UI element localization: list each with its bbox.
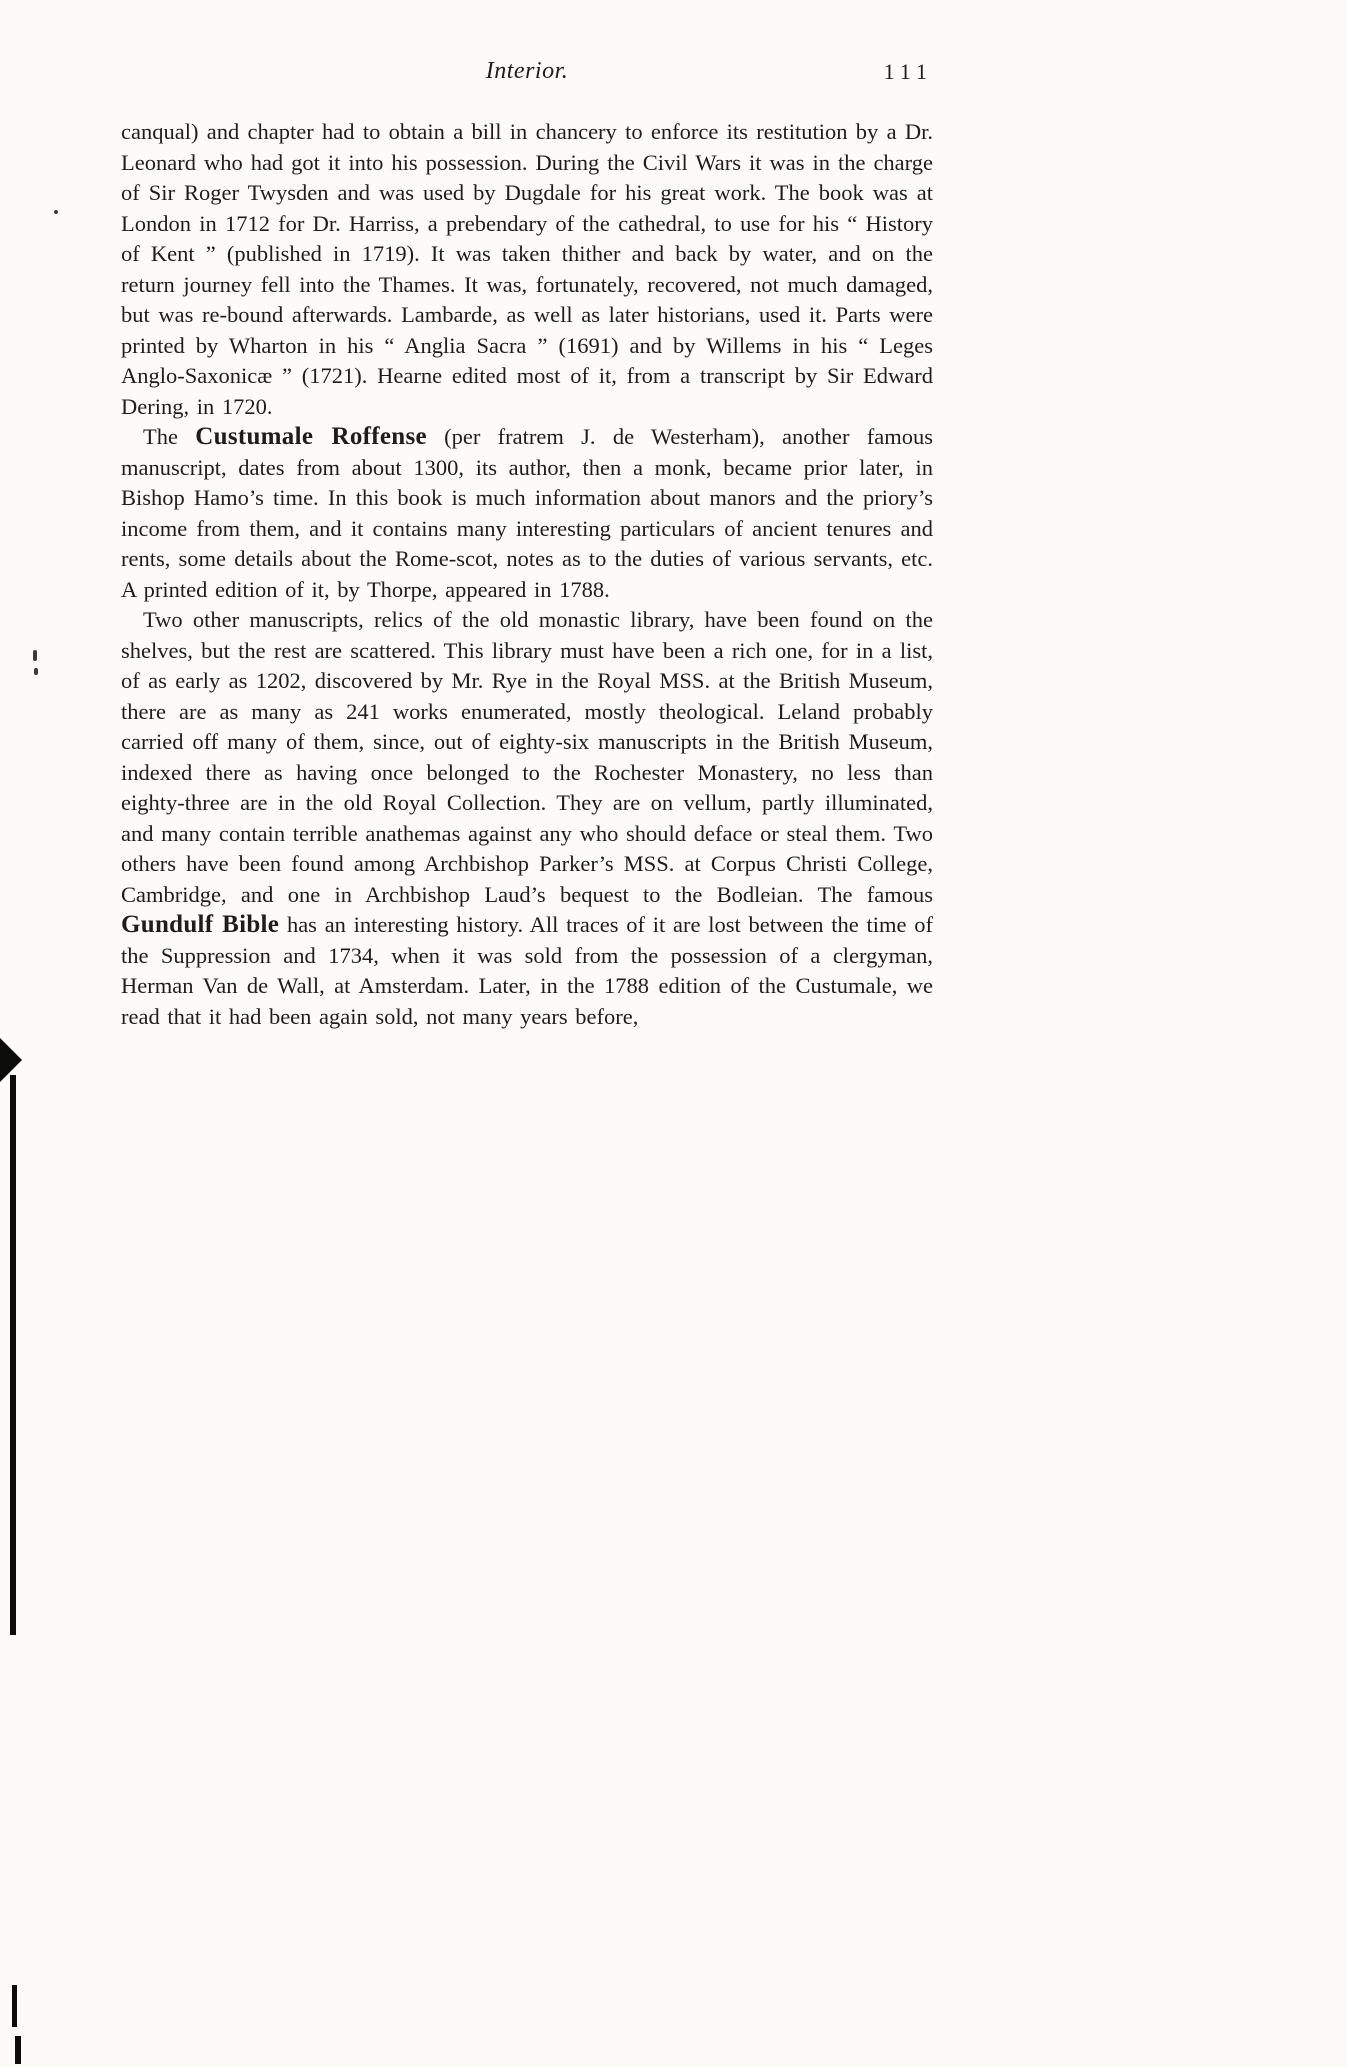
paragraph [121,422,933,605]
bold-term-custumale-roffense: Custumale Roffense [195,423,427,450]
text-segment: has an interesting history. All traces of it are lost between the time of the Suppression and 1734, when it was sold from the possession of a clergyman, Herman Van de Wall, at Amsterdam. Later, in the 1788 edition of the Custumale, we read that it had been again sold, not many years before, [121,912,933,1029]
text-segment: The [143,424,196,449]
scan-artifact-left-bar [10,1075,16,1635]
text-segment: canqual) and chapter had to obtain a bill in chancery to enforce its restitution by a Dr. Leonard who had got it into his possession. During the Civil Wars it was in the charge of Sir Roger Twysden and was used by Dugdale for his great work. The book was at London in 1712 for Dr. Harriss, a prebendary of the cathedral, to use for his “ History of Kent ” (published in 1719). It was taken thither and back by water, and on the return journey fell into the Thames. It was, fortunately, recovered, not much damaged, but was re-bound afterwards. Lambarde, as well as later historians, used it. Parts were printed by Wharton in his “ Anglia Sacra ” (1691) and by Willems in his “ Leges Anglo-Saxonicæ ” (1721). Hearne edited most of it, from a transcript by Sir Edward Dering, in 1720. [121,119,933,419]
text-block [121,117,933,1032]
scan-speck-1 [33,650,37,661]
text-segment: Two other manuscripts, relics of the old monastic library, have been found on the shelves, but the rest are scattered. This library must have been a rich one, for in a list, of as early as 1202, discovered by Mr. Rye in the Royal MSS. at the British Museum, there are as many as 241 works enumerated, mostly theological. Leland probably carried off many of them, since, out of eighty-six manuscripts in the British Museum, indexed there as having once belonged to the Rochester Monastery, no less than eighty-three are in the old Royal Collection. They are on vellum, partly illuminated, and many contain terrible anathemas against any who should deface or steal them. Two others have been found among Archbishop Parker’s MSS. at Corpus Christi College, Cambridge, and one in Archbishop Laud’s bequest to the Bodleian. The famous [121,607,933,907]
paragraph [121,605,933,1032]
scan-artifact-bottom-mark-2 [15,2036,21,2064]
scan-artifact-bottom-mark-1 [12,1985,17,2027]
paragraph [121,117,933,422]
page-header [121,58,933,92]
page-number: 111 [883,59,933,84]
scan-speck-2 [34,668,38,675]
scan-speck-3 [54,210,58,214]
text-segment: (per fratrem J. de Westerham), another famous manuscript, dates from about 1300, its author, then a monk, became prior later, in Bishop Hamo’s time. In this book is much information about manors and the priory’s income from them, and it contains many interesting particulars of ancient tenures and rents, some details about the Rome-scot, notes as to the duties of various servants, etc. A printed edition of it, by Thorpe, appeared in 1788. [121,424,933,602]
bold-term-gundulf-bible: Gundulf Bible [121,911,280,938]
running-title: Interior. [485,58,569,84]
